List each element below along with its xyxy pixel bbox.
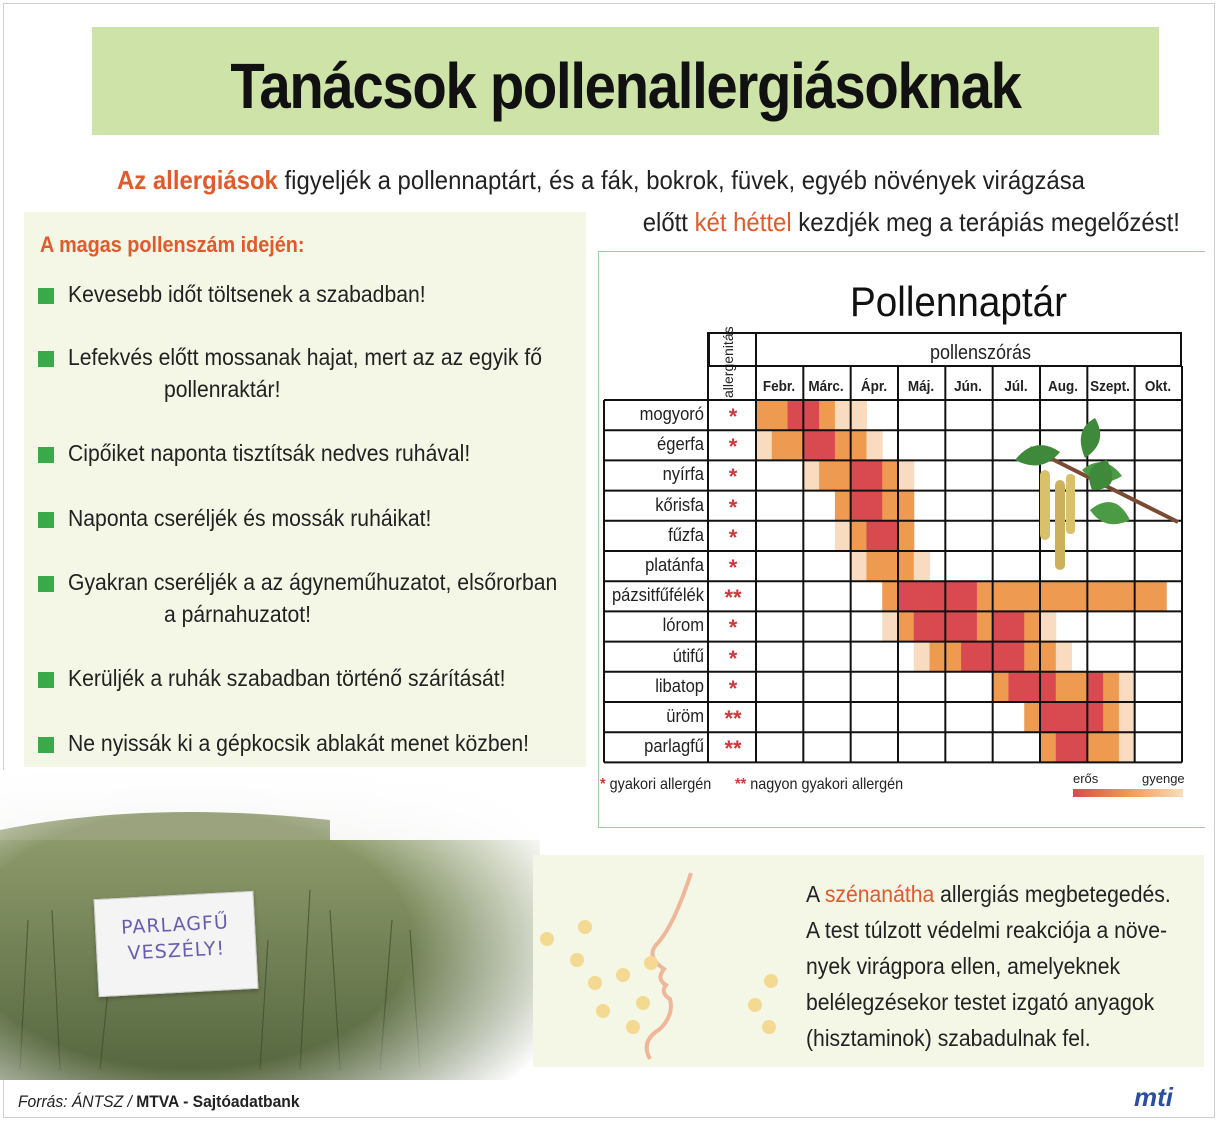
plant-name: pázsitfűfélék (611, 585, 704, 606)
tip-text: Ne nyissák ki a gépkocsik ablakát menet közben! (68, 730, 530, 756)
ragweed-warning-sign (94, 891, 259, 997)
hayfever-line-1 (806, 876, 1171, 912)
tip-text: Lefekvés előtt mossanak hajat, mert az az egyik fő (68, 344, 542, 370)
plant-name: fűzfa (668, 524, 704, 545)
month-label: Aug. (1047, 378, 1078, 395)
source-credit (18, 1092, 300, 1112)
allergen-stars: * (728, 434, 738, 460)
sign-line-2: VESZÉLY! (127, 937, 226, 965)
plant-name: útifű (672, 645, 704, 666)
hayfever-pre: A (806, 881, 825, 907)
scale-strong-label: erős (1073, 771, 1099, 786)
month-label: Ápr. (860, 378, 887, 395)
mti-logo: mti (1134, 1082, 1173, 1112)
allergen-stars: * (728, 675, 738, 701)
bullet-square-icon (38, 288, 54, 304)
title-bar (92, 27, 1159, 135)
allergen-stars: * (728, 464, 738, 490)
tip-text: Cipőiket naponta tisztítsák nedves ruhával! (68, 440, 471, 466)
legend-double-star-icon: ** (735, 776, 747, 793)
source-prefix: Forrás: ÁNTSZ / (18, 1092, 137, 1111)
bullet-square-icon (38, 447, 54, 463)
bullet-square-icon (38, 576, 54, 592)
tips-heading: A magas pollenszám idején: (40, 232, 305, 257)
month-label: Jún. (954, 378, 983, 395)
month-label: Febr. (762, 378, 796, 395)
allergen-stars: ** (724, 736, 742, 762)
allergen-stars: ** (724, 706, 742, 731)
bullet-square-icon (38, 351, 54, 367)
intro-highlight: Az allergiások (117, 165, 278, 195)
bullet-square-icon (38, 737, 54, 753)
hayfever-line-5: (hisztaminok) szabadulnak fel. (806, 1025, 1091, 1051)
hayfever-line-3: nyek virágpora ellen, amelyeknek (806, 953, 1121, 979)
tip-text: Kevesebb időt töltsenek a szabadban! (68, 281, 426, 307)
allergen-stars: * (728, 524, 738, 550)
legend-star-icon: * (600, 776, 606, 793)
tips-panel (24, 212, 586, 767)
scale-weak-label: gyenge (1142, 771, 1185, 786)
plant-name: libatop (655, 675, 704, 696)
intro-line-1-text: figyeljék a pollennaptárt, és a fák, bokrok, füvek, egyéb növények virágzása (277, 165, 1085, 195)
month-label: Júl. (1004, 378, 1028, 395)
tip-text: Kerüljék a ruhák szabadban történő szárítását! (68, 665, 506, 691)
intro-line-1 (117, 165, 1085, 196)
tip-text: Naponta cseréljék és mossák ruháikat! (68, 505, 432, 531)
plant-name: kőrisfa (655, 494, 704, 515)
hayfever-highlight: szénanátha (824, 881, 935, 907)
hayfever-line-4: belélegzésekor testet izgató anyagok (806, 989, 1155, 1015)
allergen-column-label: allergenitás (720, 326, 736, 398)
intro-line-2-highlight: két héttel (694, 207, 792, 237)
hayfever-text (806, 876, 1202, 1056)
intro-line-2-pre: előtt (642, 207, 695, 237)
page-title: Tanácsok pollenallergiásoknak (230, 50, 1021, 122)
allergen-stars: * (728, 555, 738, 580)
source-bold: MTVA - Sajtóadatbank (136, 1092, 300, 1111)
intro-line-2 (643, 207, 1180, 238)
plant-name: üröm (666, 706, 704, 726)
plant-name: parlagfű (644, 736, 704, 757)
legend-very-frequent (735, 776, 903, 794)
tip-text: Gyakran cseréljék a az ágyneműhuzatot, elsőrorban (68, 569, 558, 595)
bullet-square-icon (38, 672, 54, 688)
plant-name: nyírfa (662, 464, 704, 485)
bullet-square-icon (38, 512, 54, 528)
plant-name: mogyoró (639, 404, 704, 424)
intro-line-2-text: kezdjék meg a terápiás megelőzést! (791, 207, 1180, 237)
month-label: Márc. (808, 378, 844, 395)
legend-frequent-text: gyakori allergén (609, 776, 712, 793)
month-label: Máj. (907, 378, 935, 395)
ragweed-field-photo (0, 770, 540, 1080)
legend-very-frequent-text: nagyon gyakori allergén (750, 776, 904, 793)
allergen-stars: * (728, 494, 738, 520)
plant-name: platánfa (645, 555, 704, 575)
hayfever-line-1-rest: allergiás megbetegedés. (934, 881, 1171, 907)
sign-line-1: PARLAGFŰ (120, 911, 230, 939)
calendar-title: Pollennaptár (850, 278, 1067, 325)
pollenszoras-label: pollenszórás (930, 342, 1032, 364)
legend-frequent (600, 776, 711, 794)
hayfever-line-2: A test túlzott védelmi reakciója a növe- (806, 917, 1168, 943)
plant-name: égerfa (657, 434, 704, 455)
face-pollen-illustration (533, 855, 793, 1067)
plant-name: lórom (662, 615, 704, 636)
month-label: Okt. (1144, 378, 1171, 395)
intensity-scale-bar (1073, 789, 1183, 797)
allergen-stars: * (728, 615, 738, 641)
allergen-stars: * (728, 645, 738, 671)
tip-text-cont: a párnahuzatot! (164, 601, 312, 627)
field-illustration (0, 770, 540, 1080)
tip-text-cont: pollenraktár! (164, 376, 281, 402)
allergen-stars: * (728, 404, 738, 429)
allergen-stars: ** (724, 585, 742, 611)
month-label: Szept. (1090, 378, 1131, 395)
